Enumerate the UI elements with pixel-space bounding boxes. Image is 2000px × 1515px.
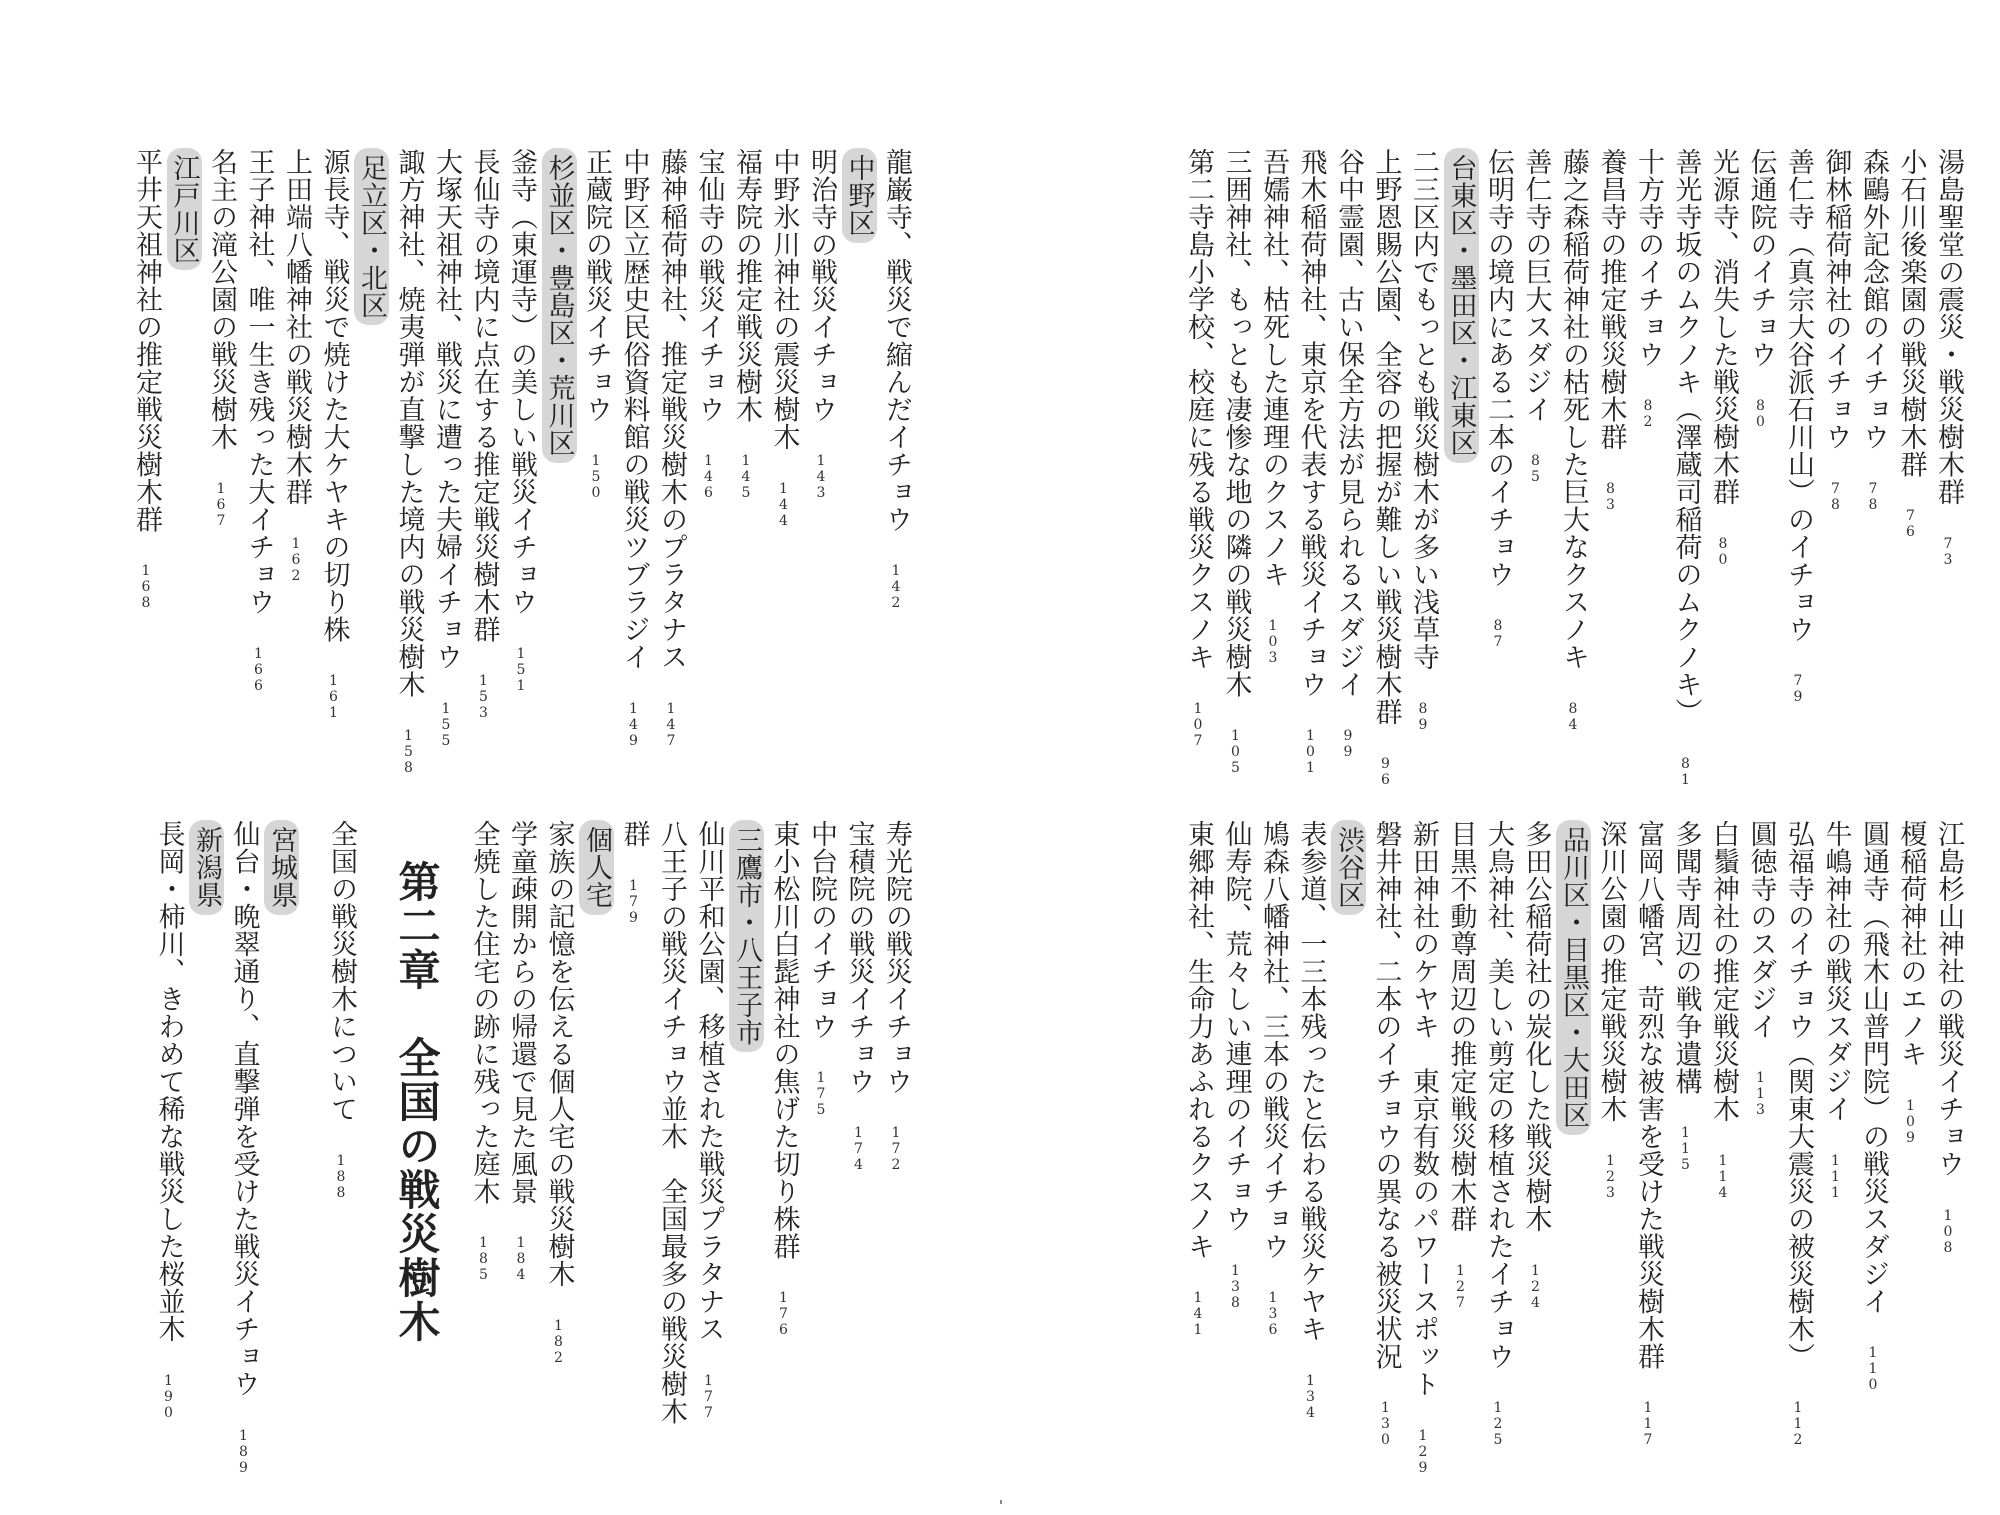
toc-entry-title: 龍巌寺、戦災で縮んだイチョウ	[881, 148, 912, 533]
toc-entry	[543, 820, 575, 1366]
toc-entry	[1895, 148, 1927, 540]
toc-entry	[1185, 148, 1212, 749]
toc-entry	[1410, 148, 1437, 733]
section-heading-label: 渋谷区	[1331, 820, 1366, 915]
section-heading	[1560, 820, 1587, 1135]
toc-entry	[468, 148, 500, 721]
toc-entry-page-number: 147	[663, 700, 679, 749]
toc-entry	[283, 148, 310, 584]
toc-entry-title: 群	[618, 820, 650, 848]
toc-entry	[1260, 820, 1287, 1338]
toc-entry-page-number: 80	[1752, 398, 1769, 430]
toc-entry-page-number: 87	[1490, 618, 1506, 650]
toc-entry-page-number: 76	[1902, 508, 1919, 540]
right-page	[1000, 0, 2000, 1515]
page-gutter-mark	[1000, 1500, 1002, 1504]
toc-entry	[1860, 148, 1887, 513]
toc-entry-title: 全焼した住宅の跡に残った庭木	[468, 820, 500, 1205]
toc-entry-title: 仙川平和公園、移植された戦災プラタナス	[693, 820, 725, 1343]
toc-entry	[1670, 148, 1702, 788]
toc-entry-page-number: 184	[513, 1235, 529, 1283]
toc-entry	[1595, 820, 1627, 1201]
toc-entry-page-number: 166	[250, 645, 267, 694]
toc-entry	[228, 820, 260, 1476]
toc-entry-page-number: 114	[1715, 1152, 1731, 1201]
toc-entry-page-number: 83	[1602, 480, 1619, 513]
toc-entry	[508, 820, 535, 1283]
toc-entry	[1370, 148, 1402, 788]
toc-entry	[433, 148, 460, 749]
toc-entry	[1410, 820, 1437, 1476]
toc-entry	[658, 148, 685, 749]
toc-entry	[1370, 820, 1402, 1448]
toc-entry-title: 小石川後楽園の戦災樹木群	[1895, 148, 1927, 478]
toc-entry-title: 養昌寺の推定戦災樹木群	[1595, 148, 1627, 451]
toc-entry-title: 名主の滝公園の戦災樹木	[206, 148, 237, 451]
toc-entry	[583, 148, 610, 501]
toc-entry-page-number: 84	[1565, 700, 1581, 733]
chapter-title	[392, 860, 442, 1344]
toc-entry	[1895, 820, 1927, 1146]
toc-entry-page-number: 103	[1265, 618, 1281, 666]
toc-entry-title: 諏方神社、焼夷弾が直撃した境内の戦災樹木	[393, 148, 425, 698]
toc-entry-title: 平井天祖神社の推定戦災樹木群	[131, 148, 162, 533]
toc-entry-title: 福寿院の推定戦災樹木	[731, 148, 762, 423]
toc-entry-title: 新田神社のケヤキ 東京有数のパワースポット	[1408, 820, 1439, 1398]
toc-entry-title: 全国の戦災樹木について	[326, 820, 357, 1123]
toc-entry	[883, 148, 910, 611]
section-heading	[543, 148, 575, 463]
toc-entry	[508, 148, 535, 694]
toc-entry	[1560, 148, 1587, 733]
toc-entry	[883, 820, 910, 1173]
toc-entry-title: 表参道、一三本残ったと伝わる戦災ケヤキ	[1295, 820, 1327, 1343]
toc-entry	[208, 148, 235, 529]
toc-entry	[1785, 820, 1812, 1448]
toc-entry-page-number: 158	[400, 728, 417, 776]
toc-entry-page-number: 175	[813, 1070, 829, 1118]
toc-entry-title: 目黒不動尊周辺の推定戦災樹木群	[1445, 820, 1477, 1233]
toc-entry-title: 多田公稲荷社の炭化した戦災樹木	[1520, 820, 1552, 1233]
toc-entry-page-number: 130	[1377, 1400, 1394, 1448]
toc-entry-page-number: 108	[1940, 1207, 1956, 1256]
toc-entry-page-number: 172	[888, 1125, 904, 1173]
toc-entry-page-number: 146	[700, 453, 717, 501]
toc-entry-page-number: 127	[1452, 1262, 1469, 1311]
toc-entry-page-number: 145	[738, 453, 754, 501]
toc-entry	[843, 820, 875, 1173]
toc-entry	[1935, 820, 1962, 1256]
section-heading-label: 三鷹市・八王子市	[729, 820, 764, 1052]
toc-entry-page-number: 129	[1415, 1427, 1431, 1476]
toc-entry	[733, 148, 760, 501]
toc-entry-title: 伝明寺の境内にある二本のイチョウ	[1483, 148, 1514, 588]
toc-entry-page-number: 125	[1490, 1400, 1506, 1448]
toc-entry	[468, 820, 500, 1283]
toc-entry-page-number: 174	[850, 1125, 867, 1173]
toc-entry-page-number: 143	[813, 453, 829, 501]
toc-entry-page-number: 117	[1640, 1400, 1656, 1448]
toc-entry	[1670, 820, 1702, 1173]
toc-entry	[618, 820, 650, 926]
toc-entry-page-number: 182	[550, 1317, 567, 1366]
toc-entry	[1710, 148, 1737, 568]
section-heading	[1445, 148, 1477, 463]
toc-entry-page-number: 153	[475, 673, 492, 721]
toc-entry-page-number: 138	[1227, 1262, 1244, 1311]
toc-entry-page-number: 80	[1715, 535, 1731, 568]
toc-entry-title: 吾嬬神社、枯死した連理のクスノキ	[1258, 148, 1289, 588]
toc-entry-title: 榎稲荷神社のエノキ	[1895, 820, 1927, 1068]
toc-entry	[1820, 820, 1852, 1201]
toc-entry-page-number: 142	[888, 563, 904, 611]
toc-entry-page-number: 162	[288, 535, 304, 584]
toc-entry-page-number: 105	[1227, 728, 1244, 776]
toc-entry-title: 八王子の戦災イチョウ並木 全国最多の戦災樹木	[656, 820, 687, 1425]
toc-entry-title: 王子神社、唯一生き残った大イチョウ	[243, 148, 275, 616]
toc-entry-page-number: 134	[1302, 1372, 1319, 1421]
chapter-title-label: 第二章 全国の戦災樹木	[392, 860, 442, 1344]
section-heading-label: 足立区・北区	[354, 148, 389, 325]
section-heading	[843, 148, 875, 243]
toc-entry	[1260, 148, 1287, 666]
toc-entry-title: 藤之森稲荷神社の枯死した巨大なクスノキ	[1558, 148, 1589, 671]
toc-entry-title: 大塚天祖神社、戦災に遭った夫婦イチョウ	[431, 148, 462, 671]
toc-entry-page-number: 150	[588, 453, 604, 501]
toc-entry-title: 明治寺の戦災イチョウ	[806, 148, 837, 423]
toc-entry	[318, 148, 350, 721]
toc-entry-title: 宝積院の戦災イチョウ	[843, 820, 875, 1095]
toc-entry-title: 東郷神社、生命力あふれるクスノキ	[1183, 820, 1214, 1260]
toc-entry-page-number: 185	[475, 1235, 492, 1283]
toc-entry-page-number: 188	[333, 1152, 349, 1201]
toc-entry	[808, 820, 835, 1118]
toc-entry-title: 谷中霊園、古い保全方法が見られるスダジイ	[1333, 148, 1364, 698]
toc-entry	[1485, 820, 1512, 1448]
toc-entry-title: 東小松川白髭神社の焦げた切り株群	[768, 820, 800, 1260]
toc-entry-title: 釜寺（東運寺）の美しい戦災イチョウ	[506, 148, 537, 616]
toc-entry	[1485, 148, 1512, 650]
toc-entry-page-number: 168	[138, 563, 154, 611]
toc-entry	[1335, 148, 1362, 760]
toc-entry	[1745, 148, 1777, 430]
toc-entry	[1520, 820, 1552, 1311]
toc-entry-title: 弘福寺のイチョウ（関東大震災の被災樹木）	[1783, 820, 1814, 1370]
toc-entry-page-number: 115	[1677, 1125, 1694, 1173]
toc-entry-title: 御林稲荷神社のイチョウ	[1820, 148, 1852, 451]
toc-entry-title: 藤神稲荷神社、推定戦災樹木のプラタナス	[656, 148, 687, 671]
toc-entry-page-number: 112	[1790, 1400, 1806, 1448]
toc-entry	[1860, 820, 1887, 1393]
toc-entry	[1445, 820, 1477, 1311]
toc-entry-page-number: 155	[438, 700, 454, 749]
section-heading-label: 品川区・目黒区・大田区	[1556, 820, 1591, 1135]
toc-entry-page-number: 107	[1190, 700, 1206, 749]
toc-entry-title: 富岡八幡宮、苛烈な被害を受けた戦災樹木群	[1633, 820, 1664, 1370]
toc-entry	[768, 820, 800, 1338]
toc-entry-title: 牛嶋神社の戦災スダジイ	[1820, 820, 1852, 1123]
toc-entry-title: 家族の記憶を伝える個人宅の戦災樹木	[543, 820, 575, 1288]
toc-entry-title: 圓徳寺のスダジイ	[1745, 820, 1777, 1040]
toc-entry-title: 二三区内でもっとも戦災樹木が多い浅草寺	[1408, 148, 1439, 671]
toc-entry-title: 中台院のイチョウ	[806, 820, 837, 1040]
toc-entry-page-number: 113	[1752, 1070, 1769, 1118]
toc-entry	[618, 148, 650, 749]
toc-entry	[1745, 820, 1777, 1118]
toc-entry	[1635, 820, 1662, 1448]
toc-entry-title: 源長寺、戦災で焼けた大ケヤキの切り株	[318, 148, 350, 643]
toc-entry-title: 正蔵院の戦災イチョウ	[581, 148, 612, 423]
toc-entry-page-number: 78	[1827, 480, 1844, 513]
toc-entry-page-number: 161	[325, 673, 342, 721]
toc-entry-page-number: 85	[1527, 453, 1544, 485]
toc-entry-title: 学童疎開からの帰還で見た風景	[506, 820, 537, 1205]
toc-entry	[1635, 148, 1662, 430]
toc-entry	[1785, 148, 1812, 705]
toc-entry-title: 多聞寺周辺の戦争遺構	[1670, 820, 1702, 1095]
toc-entry-page-number: 81	[1677, 755, 1694, 788]
toc-entry	[1595, 148, 1627, 513]
section-heading-label: 江戸川区	[167, 148, 202, 270]
toc-entry	[1295, 148, 1327, 776]
toc-entry-page-number: 179	[625, 877, 642, 926]
toc-entry-title: 光源寺、消失した戦災樹木群	[1708, 148, 1739, 506]
section-heading-label: 杉並区・豊島区・荒川区	[542, 148, 577, 463]
toc-entry-title: 森鷗外記念館のイチョウ	[1858, 148, 1889, 451]
toc-entry-page-number: 167	[213, 480, 229, 529]
toc-entry-page-number: 141	[1190, 1290, 1206, 1338]
toc-entry	[1185, 820, 1212, 1338]
toc-entry-title: 仙寿院、荒々しい連理のイチョウ	[1220, 820, 1252, 1233]
toc-entry-title: 上野恩賜公園、全容の把握が難しい戦災樹木群	[1370, 148, 1402, 726]
toc-entry-page-number: 78	[1865, 480, 1881, 513]
toc-entry-title: 三囲神社、もっとも凄惨な地の隣の戦災樹木	[1220, 148, 1252, 698]
toc-entry-page-number: 109	[1902, 1097, 1919, 1146]
toc-entry	[693, 820, 725, 1421]
toc-entry-page-number: 73	[1940, 535, 1956, 568]
toc-entry-title: 善仁寺（真宗大谷派石川山）のイチョウ	[1783, 148, 1814, 643]
section-heading	[1335, 820, 1362, 915]
toc-entry-page-number: 79	[1790, 673, 1806, 705]
section-heading	[358, 148, 385, 325]
toc-entry-title: 長岡・柿川、きわめて稀な戦災した桜並木	[153, 820, 185, 1343]
toc-entry	[768, 148, 800, 529]
toc-entry-page-number: 177	[700, 1372, 717, 1421]
toc-entry-title: 白鬚神社の推定戦災樹木	[1708, 820, 1739, 1123]
toc-entry-title: 磐井神社、二本のイチョウの異なる被災状況	[1370, 820, 1402, 1370]
toc-entry-page-number: 124	[1527, 1262, 1544, 1311]
toc-entry	[1295, 820, 1327, 1421]
toc-entry-title: 宝仙寺の戦災イチョウ	[693, 148, 725, 423]
toc-entry-title: 飛木稲荷神社、東京を代表する戦災イチョウ	[1295, 148, 1327, 698]
toc-entry-page-number: 110	[1865, 1345, 1881, 1393]
section-heading	[168, 148, 200, 270]
toc-entry-title: 上田端八幡神社の戦災樹木群	[281, 148, 312, 506]
toc-entry	[1520, 148, 1552, 485]
toc-entry-page-number: 96	[1377, 755, 1394, 788]
section-heading-label: 個人宅	[579, 820, 614, 915]
section-heading	[193, 820, 220, 915]
toc-entry	[243, 148, 275, 694]
section-heading	[583, 820, 610, 915]
toc-entry	[153, 820, 185, 1421]
toc-entry	[1220, 820, 1252, 1311]
section-heading	[733, 820, 760, 1052]
toc-entry	[393, 148, 425, 776]
toc-entry-page-number: 89	[1415, 700, 1431, 733]
toc-entry-title: 大鳥神社、美しい剪定の移植されたイチョウ	[1483, 820, 1514, 1370]
toc-entry-title: 中野区立歴史民俗資料館の戦災ツブラジイ	[618, 148, 650, 671]
toc-entry-page-number: 189	[235, 1427, 252, 1476]
toc-entry-page-number: 190	[160, 1372, 177, 1421]
section-heading-label: 台東区・墨田区・江東区	[1444, 148, 1479, 463]
toc-entry-title: 江島杉山神社の戦災イチョウ	[1933, 820, 1964, 1178]
section-heading-label: 中野区	[842, 148, 877, 243]
toc-entry-title: 中野氷川神社の震災樹木	[768, 148, 800, 451]
toc-entry	[658, 820, 685, 1425]
toc-entry-title: 鳩森八幡神社、三本の戦災イチョウ	[1258, 820, 1289, 1260]
toc-entry	[693, 148, 725, 501]
toc-entry-title: 寿光院の戦災イチョウ	[881, 820, 912, 1095]
toc-entry-title: 第二寺島小学校、校庭に残る戦災クスノキ	[1183, 148, 1214, 671]
section-heading	[268, 820, 295, 915]
toc-entry	[1820, 148, 1852, 513]
toc-entry-title: 圓通寺（飛木山普門院）の戦災スダジイ	[1858, 820, 1889, 1315]
toc-entry-page-number: 136	[1265, 1290, 1281, 1338]
toc-entry-title: 十方寺のイチョウ	[1633, 148, 1664, 368]
toc-entry	[1935, 148, 1962, 568]
toc-entry-title: 深川公園の推定戦災樹木	[1595, 820, 1627, 1123]
toc-entry	[133, 148, 160, 611]
toc-entry	[328, 820, 355, 1201]
toc-entry-page-number: 144	[775, 480, 792, 529]
section-heading-label: 新潟県	[189, 820, 224, 915]
toc-entry-title: 伝通院のイチョウ	[1745, 148, 1777, 368]
toc-entry	[1220, 148, 1252, 776]
section-heading-label: 宮城県	[264, 820, 299, 915]
toc-entry-title: 湯島聖堂の震災・戦災樹木群	[1933, 148, 1964, 506]
toc-entry-title: 仙台・晩翠通り、直撃弾を受けた戦災イチョウ	[228, 820, 260, 1398]
toc-entry-page-number: 149	[625, 700, 642, 749]
toc-entry-title: 善仁寺の巨大スダジイ	[1520, 148, 1552, 423]
toc-entry-page-number: 101	[1302, 728, 1319, 776]
toc-entry-page-number: 123	[1602, 1152, 1619, 1201]
toc-entry-page-number: 176	[775, 1290, 792, 1338]
toc-entry	[1710, 820, 1737, 1201]
toc-entry-page-number: 111	[1827, 1152, 1844, 1201]
toc-entry	[808, 148, 835, 501]
toc-entry-page-number: 99	[1340, 728, 1356, 760]
toc-entry-page-number: 151	[513, 645, 529, 694]
toc-entry-title: 善光寺坂のムクノキ（澤蔵司稲荷のムクノキ）	[1670, 148, 1702, 726]
toc-entry-page-number: 82	[1640, 398, 1656, 430]
toc-entry-title: 長仙寺の境内に点在する推定戦災樹木群	[468, 148, 500, 643]
